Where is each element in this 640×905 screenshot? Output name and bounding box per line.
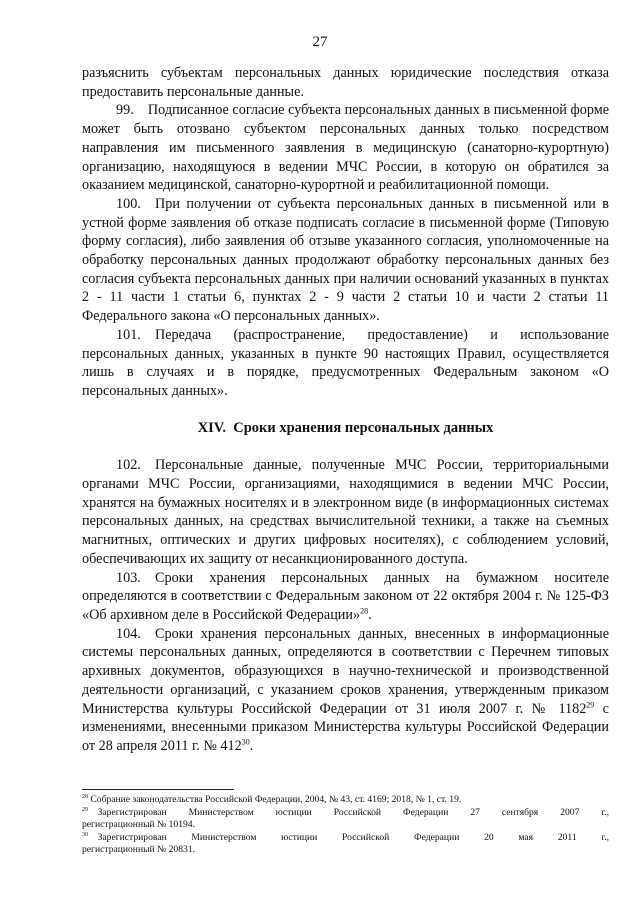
footnote-30-word: Федерации (414, 831, 460, 843)
footnote-30-word: $^{30}$ Зарегистрирован (82, 831, 167, 843)
footnote-29-word: юстиции (275, 806, 312, 818)
footnote-30-mark: 30 (82, 831, 88, 838)
paragraph-104 (82, 625, 609, 756)
paragraph-99: 99. Подписанное согласие субъекта персональных данных в письменной форме может быть отозвано субъектом персональных данных только посредством направления им письменного заявления в медицинскую (санаторно-курортную) организацию, находящуюся в ведении МЧС России, в которую он обратился за оказанием медицинской, санаторно-курортной и реабилитационной помощи. (82, 102, 609, 194)
footnote-ref-28: 28 (360, 606, 369, 616)
footnote-29-line1 (82, 807, 609, 820)
paragraph-103-end: . (368, 606, 372, 623)
paragraph-104-text: 104. Сроки хранения персональных данных, внесенных в информационные системы персональных данных, определяются в соответствии с Перечнем типовых архивных документов, образующихся в научно-технической и производственной деятельности организаций, с указанием сроков хранения, утвержденным приказом Министерства культуры Российской Федерации от 31 июля 2007 г. № 1182 (82, 625, 609, 717)
footnote-29-word: 2007 (560, 806, 580, 818)
paragraph-104-mid: с изменениями, внесенными приказом Министерства культуры Российской Федерации от 28 апреля 2011 г. № 412 (82, 700, 609, 754)
footnote-29-word: Федерации (403, 806, 449, 818)
paragraph-103-text: 103. Сроки хранения персональных данных на бумажном носителе определяются в соответствии с Федеральным законом от 22 октября 2004 г. № 125-ФЗ «Об архивном деле в Российской Федерации» (82, 569, 609, 623)
footnote-30-word: Министерством (191, 831, 257, 843)
footnote-30-word: г., (601, 831, 609, 843)
footnote-30-word: 20 (484, 831, 494, 843)
footnote-30-line1 (82, 832, 609, 845)
footnote-ref-30: 30 (241, 737, 250, 747)
footnote-29-mark: 29 (82, 806, 88, 813)
footnote-30-word: мая (518, 831, 534, 843)
footnote-29-word: сентября (501, 806, 539, 818)
footnote-29-word: $^{29}$ Зарегистрирован (82, 806, 167, 818)
footnotes (82, 794, 609, 857)
footnote-30-line2: регистрационный № 20831. (82, 844, 195, 856)
footnote-28 (82, 794, 609, 807)
footnote-29-word: г., (601, 806, 609, 818)
footnote-29-line2: регистрационный № 10194. (82, 819, 195, 831)
footnote-30-word: Российской (342, 831, 390, 843)
paragraph-102: 102. Персональные данные, полученные МЧС России, территориальными органами МЧС России, организациями, находящимися в ведении МЧС России, хранятся на бумажных носителях и в электронном виде (в информационных системах персональных данных, на средствах вычислительной техники, а также на съемных магнитных, оптических и других цифровых носителях), с соблюдением условий, обеспечивающих их защиту от несанкционированного доступа. (82, 457, 609, 567)
paragraph-98-end: разъяснить субъектам персональных данных юридические последствия отказа предоставить персональные данные. (82, 65, 609, 100)
paragraph-100: 100. При получении от субъекта персональных данных в письменной или в устной форме заявления об отказе подписать согласие в письменной форме (Типовую форму согласия), либо заявления об отзыве указанного согласия, уполномоченные на обработку персональных данных продолжают обработку персональных данных без согласия субъекта персональных данных при наличии оснований указанных в пунктах 2 - 11 части 1 статьи 6, пунктах 2 - 9 части 2 статьи 10 и части 2 статьи 11 Федерального закона «О персональных данных». (82, 195, 609, 325)
footnote-30-word: юстиции (281, 831, 318, 843)
footnote-28-text: Собрание законодательства Российской Федерации, 2004, № 43, ст. 4169; 2018, № 1, ст. 19. (88, 794, 462, 805)
paragraph-101: 101. Передача (распространение, предоставление) и использование персональных данных, указанных в пункте 90 настоящих Правил, осуществляется лишь в случаях и в порядке, предусмотренных Федеральным законом «О персональных данных». (82, 326, 609, 399)
footnote-30-word: 2011 (557, 831, 577, 843)
paragraph-103 (82, 569, 609, 625)
footnote-28-mark: 28 (82, 793, 88, 800)
footnote-29-word: Министерством (188, 806, 254, 818)
paragraph-104-end: . (249, 737, 254, 754)
section-heading: XIV. Сроки хранения персональных данных (197, 419, 494, 436)
footnote-ref-29: 29 (586, 699, 595, 709)
page-number: 27 (312, 34, 328, 50)
footnote-29-word: 27 (470, 806, 480, 818)
footnote-29-word: Российской (333, 806, 382, 818)
footnote-separator (82, 789, 234, 790)
document-body (82, 64, 609, 756)
